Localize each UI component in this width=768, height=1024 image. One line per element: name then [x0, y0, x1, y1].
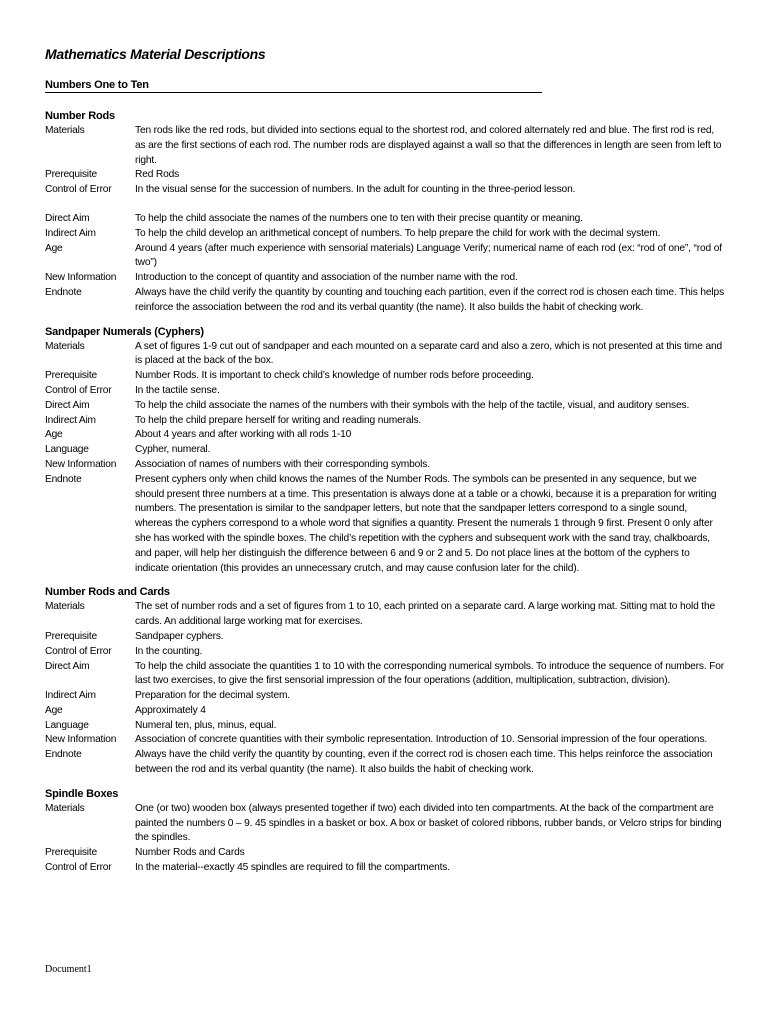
- field-value: Around 4 years (after much experience with sensorial materials) Language Verify; numerical name of each rod (ex: “rod of one”, “rod of two”): [135, 242, 722, 269]
- field-label: Direct Aim: [45, 399, 90, 411]
- field-label: Endnote: [45, 749, 82, 761]
- material-group-title: Number Rods and Cards: [45, 586, 170, 599]
- material-group: [45, 109, 725, 316]
- field-label: Language: [45, 719, 89, 731]
- field-value: Numeral ten, plus, minus, equal.: [135, 719, 277, 731]
- field-value: Red Rods: [135, 169, 180, 181]
- footer-document-name: Document1: [45, 964, 92, 975]
- field-label: Control of Error: [45, 184, 112, 196]
- material-group-title: Number Rods: [45, 110, 115, 122]
- field-label: Prerequisite: [45, 630, 97, 642]
- field-value: To help the child develop an arithmetical concept of numbers. To help prepare the child for work with the decimal system.: [135, 227, 661, 239]
- field-value: Preparation for the decimal system.: [135, 690, 290, 702]
- field-label: Indirect Aim: [45, 227, 96, 239]
- field-value: To help the child associate the quantities 1 to 10 with the corresponding numerical symbols. To introduce the sequence of numbers. For last two exercises, to give the first sensorial impression of the four operations (addition, multiplication, subtraction, division).: [135, 660, 725, 687]
- field-row: [45, 212, 725, 227]
- field-label: Endnote: [45, 473, 82, 485]
- field-value: In the counting.: [135, 645, 203, 657]
- field-label: Direct Aim: [45, 660, 90, 672]
- field-value: Number Rods and Cards: [135, 847, 245, 859]
- field-label: Endnote: [45, 286, 82, 298]
- field-label: Materials: [45, 125, 85, 136]
- field-value: One (or two) wooden box (always presented together if two) each divided into ten compartments. At the back of the compartment are painted the numbers 0 – 9. 45 spindles in a basket or box. A box or basket of colored ribbons, rubber bands, or Velcro strips for binding the spindles.: [135, 802, 722, 844]
- field-row: [45, 719, 725, 734]
- field-row: [45, 600, 725, 630]
- field-label: Materials: [45, 802, 85, 814]
- field-row: [45, 802, 725, 846]
- field-label: Language: [45, 444, 89, 456]
- field-row: [45, 645, 725, 660]
- field-value: To help the child associate the names of the numbers one to ten with their precise quantity or meaning.: [135, 212, 583, 224]
- field-value: Number Rods. It is important to check child’s knowledge of number rods before proceeding.: [135, 370, 534, 382]
- field-label: New Information: [45, 458, 117, 470]
- material-group-title: Spindle Boxes: [45, 787, 119, 800]
- field-value: Cypher, numeral.: [135, 444, 211, 456]
- field-label: Age: [45, 242, 63, 254]
- field-row: [45, 861, 725, 876]
- field-row: [45, 689, 725, 704]
- material-group: [45, 325, 725, 577]
- field-value: Present cyphers only when child knows the names of the Number Rods. The symbols can be presented in any sequence, but we should present three numbers at a time. This presentation is always done at a table or a chowki, because it is a preparation for writing numbers. The presentation is similar to the sandpaper letters, but note that the sandpaper letters correspond to a single sound, whereas the cyphers correspond to a whole word that signifies a quantity. Present the numerals 1 through 9 first. Present 0 only after she has worked with the spindle boxes. The child’s repetition with the cyphers and subsequent work with the sand tray, chalkboards, and paper, will help her distinguish the difference between 6 and 9 or 2 and 5. Do not place lines at the bottom of the cyphers to indicate orientation (this provides an unnecessary crutch, and may cause confusion later for the child).: [135, 473, 717, 574]
- field-value: To help the child prepare herself for writing and reading numerals.: [135, 414, 422, 426]
- field-value: Approximately 4: [135, 704, 206, 716]
- material-group: [45, 787, 725, 876]
- field-label: Indirect Aim: [45, 690, 96, 702]
- field-label: Control of Error: [45, 862, 112, 874]
- field-value: In the tactile sense.: [135, 384, 220, 396]
- field-label: Prerequisite: [45, 847, 97, 859]
- field-label: Direct Aim: [45, 212, 90, 224]
- field-row: [45, 748, 725, 778]
- field-row: [45, 242, 725, 272]
- field-row: [45, 286, 725, 316]
- field-row: [45, 428, 725, 443]
- field-row: [45, 384, 725, 399]
- field-row: [45, 340, 725, 370]
- field-value: Introduction to the concept of quantity and association of the number name with the rod.: [135, 272, 518, 284]
- field-value: Always have the child verify the quantity by counting, even if the correct rod is chosen each time. This helps reinforce the association between the rod and its verbal quantity (the name). It also builds the habit of checking work.: [135, 749, 713, 776]
- field-row: [45, 733, 725, 748]
- field-row: [45, 227, 725, 242]
- material-group-title: Sandpaper Numerals (Cyphers): [45, 325, 204, 338]
- material-group: [45, 585, 725, 778]
- section-heading: Numbers One to Ten: [45, 79, 542, 93]
- field-row: [45, 168, 725, 183]
- field-label: Indirect Aim: [45, 414, 96, 426]
- field-label: Control of Error: [45, 645, 112, 657]
- field-row: [45, 369, 725, 384]
- field-label: Prerequisite: [45, 169, 97, 181]
- field-row: [45, 399, 725, 414]
- document-body: [45, 109, 725, 885]
- field-row: [45, 630, 725, 645]
- field-label: Age: [45, 704, 63, 716]
- field-label: Control of Error: [45, 384, 112, 396]
- field-value: In the visual sense for the succession of numbers. In the adult for counting in the three-period lesson.: [135, 184, 576, 196]
- field-row: [45, 458, 725, 473]
- field-label: New Information: [45, 272, 117, 284]
- field-value: A set of figures 1-9 cut out of sandpaper and each mounted on a separate card and also a zero, which is not presented at this time and is placed at the back of the box.: [135, 340, 723, 367]
- field-value: Association of concrete quantities with their symbolic representation. Introduction of 10. Sensorial impression of the four operations.: [135, 734, 708, 746]
- field-row: [45, 271, 725, 286]
- field-value: Ten rods like the red rods, but divided into sections equal to the shortest rod, and colored alternately red and blue. The first rod is red, as are the first sections of each rod. The number rods are displayed against a wall so that the differences in length are seen from left to right.: [135, 125, 722, 166]
- field-label: New Information: [45, 734, 117, 746]
- field-row: [45, 414, 725, 429]
- field-row: [45, 660, 725, 690]
- document-title: Mathematics Material Descriptions: [45, 46, 266, 62]
- field-row: [45, 473, 725, 577]
- field-row: [45, 124, 725, 168]
- field-value: To help the child associate the names of the numbers with their symbols with the help of the tactile, visual, and auditory senses.: [135, 399, 690, 411]
- field-value: The set of number rods and a set of figures from 1 to 10, each printed on a separate card. A large working mat. Sitting mat to hold the cards. An additional large working mat for exercises.: [135, 601, 716, 628]
- field-label: Materials: [45, 340, 85, 352]
- field-row: [45, 443, 725, 458]
- field-value: Always have the child verify the quantity by counting and touching each partition, even if the correct rod is chosen each time. This helps reinforce the association between the rod and its verbal quantity (the name). It also builds the habit of checking work.: [135, 286, 725, 313]
- field-value: About 4 years and after working with all rods 1-10: [135, 429, 352, 441]
- field-label: Prerequisite: [45, 370, 97, 382]
- field-row: [45, 846, 725, 861]
- field-label: Age: [45, 429, 63, 441]
- field-row: [45, 704, 725, 719]
- paragraph-spacer: [45, 198, 725, 212]
- field-value: Sandpaper cyphers.: [135, 630, 224, 642]
- field-row: [45, 183, 725, 198]
- field-value: Association of names of numbers with their corresponding symbols.: [135, 458, 430, 470]
- field-value: In the material--exactly 45 spindles are required to fill the compartments.: [135, 862, 450, 874]
- field-label: Materials: [45, 601, 85, 613]
